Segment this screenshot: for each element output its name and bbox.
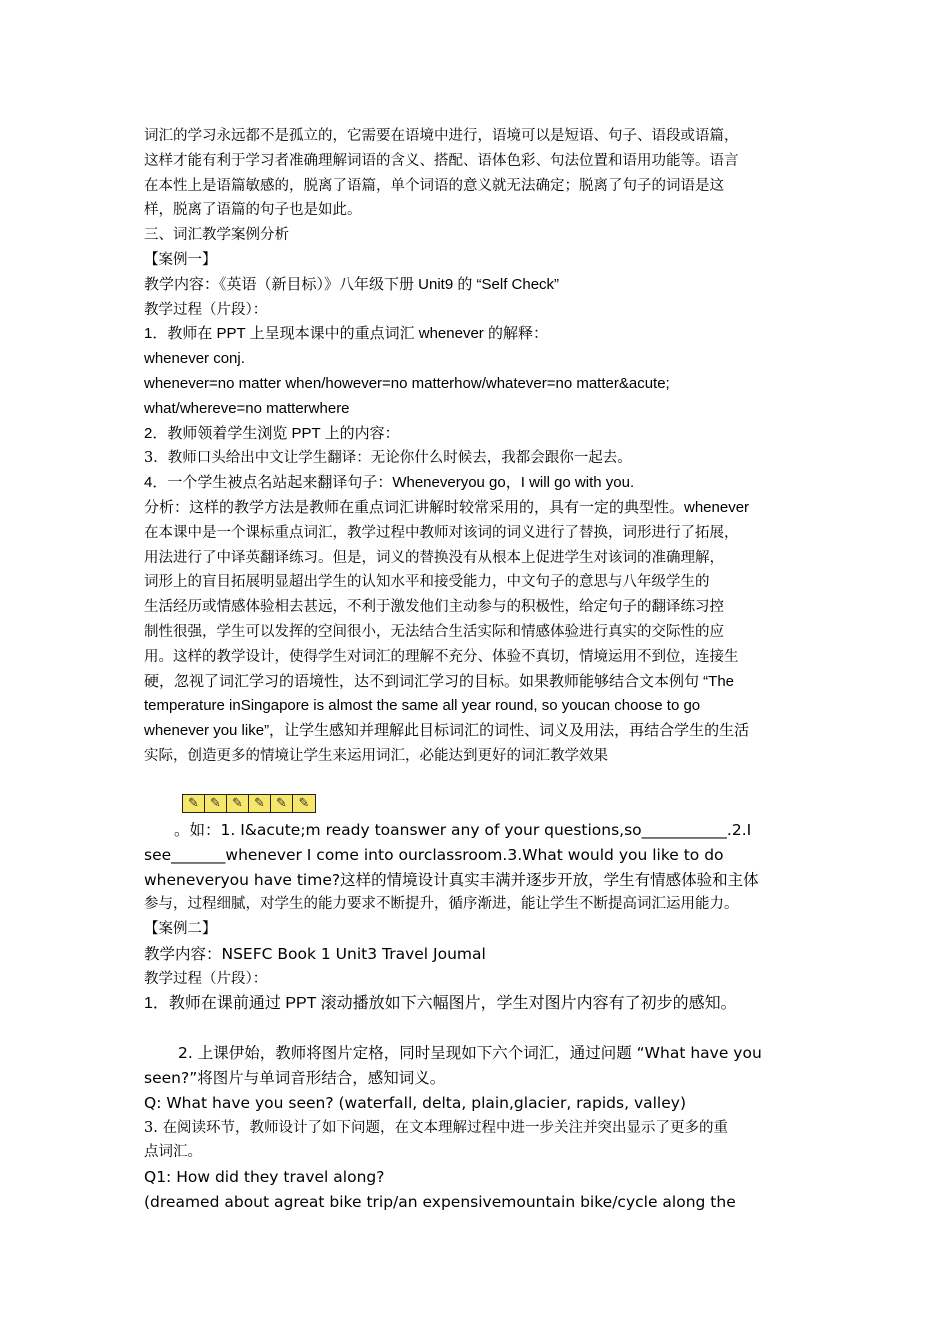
- pen-icon: ✎: [298, 796, 310, 811]
- text-line: 这样才能有利于学习者准确理解词语的含义、搭配、语体色彩、句法位置和语用功能等。语言: [144, 152, 739, 169]
- text-line: 生活经历或情感体验相去甚远，不利于激发他们主动参与的积极性，给定句子的翻译练习控: [144, 599, 724, 616]
- text-line: 1．教师在 PPT 上呈现本课中的重点词汇 whenever 的解释：: [144, 325, 548, 343]
- text-line: 实际，创造更多的情境让学生来运用词汇，必能达到更好的词汇教学效果: [144, 747, 608, 764]
- pen-icon: ✎: [227, 795, 249, 812]
- text-line: [144, 1016, 814, 1041]
- text-line: 。如：1. I&acute;m ready toanswer any of your questions,so___________.2.I: [174, 821, 752, 839]
- pen-icon: ✎: [183, 795, 205, 812]
- text-line: 用法进行了中译英翻译练习。但是，词义的替换没有从根本上促进学生对该词的准确理解，: [144, 549, 724, 566]
- text-line: 词汇的学习永远都不是孤立的，它需要在语境中进行，语境可以是短语、句子、语段或语篇，: [144, 128, 739, 144]
- text-line: wheneveryou have time?这样的情境设计真实丰满并逐步开放，学生有情感体验和主体: [144, 870, 759, 889]
- text-line: 3. 在阅读环节，教师设计了如下问题，在文本理解过程中进一步关注并突出显示了更多的重: [144, 1119, 728, 1136]
- text-line: what/whereve=no matterwhere: [144, 399, 350, 417]
- text-line: 参与，过程细腻，对学生的能力要求不断提升，循序渐进，能让学生不断提高词汇运用能力。: [144, 896, 739, 913]
- text-line: 4．一个学生被点名站起来翻译句子：Wheneveryou go，I will go with you.: [144, 474, 635, 492]
- text-line: 在本课中是一个课标重点词汇，教学过程中教师对该词的词义进行了替换，词形进行了拓展，: [144, 524, 739, 541]
- text-line: 2．教师领着学生浏览 PPT 上的内容：: [144, 424, 400, 442]
- text-line: 教学过程（片段）：: [144, 301, 268, 318]
- document-body-continued: [144, 818, 814, 1215]
- text-line: whenever=no matter when/however=no matterhow/whatever=no matter&acute;: [144, 374, 670, 392]
- text-line: 2. 上课伊始，教师将图片定格，同时呈现如下六个词汇，通过问题 “What have you: [178, 1044, 762, 1063]
- text-line: see_______whenever I come into ourclassroom.3.What would you like to do: [144, 845, 724, 864]
- text-line: seen?”将图片与单词音形结合，感知词义。: [144, 1068, 446, 1087]
- text-line: whenever conj.: [144, 350, 245, 368]
- text-line: 硬，忽视了词汇学习的语境性，达不到词汇学习的目标。如果教师能够结合文本例句 “The: [144, 672, 735, 690]
- text-line: 1．教师在课前通过 PPT 滚动播放如下六幅图片，学生对图片内容有了初步的感知。: [144, 994, 737, 1012]
- pen-icon-strip: [182, 794, 316, 813]
- text-line: 用。这样的教学设计，使得学生对词汇的理解不充分、体验不真切，情境运用不到位，连接生: [144, 648, 739, 665]
- text-line: 三、词汇教学案例分析: [144, 227, 289, 244]
- text-line: Q1: How did they travel along?: [144, 1168, 385, 1187]
- text-line: 3．教师口头给出中文让学生翻译：无论你什么时候去，我都会跟你一起去。: [144, 450, 632, 467]
- text-line: 教学内容：《英语（新目标）》八年级下册 Unit9 的 “Self Check”: [144, 275, 560, 293]
- text-line: 制性很强，学生可以发挥的空间很小，无法结合生活实际和情感体验进行真实的交际性的应: [144, 623, 724, 640]
- text-line: 教学内容：NSEFC Book 1 Unit3 Travel Joumal: [144, 944, 486, 963]
- text-line: 点词汇。: [144, 1144, 202, 1161]
- text-line: 样，脱离了语篇的句子也是如此。: [144, 202, 362, 219]
- text-line: 【案例二】: [144, 921, 217, 938]
- text-line: 分析：这样的教学方法是教师在重点词汇讲解时较常采用的，具有一定的典型性。whenever: [144, 498, 750, 516]
- text-line: Q: What have you seen? (waterfall, delta, plain,glacier, rapids, valley): [144, 1093, 686, 1112]
- text-line: whenever you like”，让学生感知并理解此目标词汇的词性、词义及用法，再结合学生的生活: [144, 722, 750, 740]
- text-line: temperature inSingapore is almost the same all year round, so youcan choose to go: [144, 697, 701, 715]
- pen-icon: ✎: [249, 795, 271, 812]
- pen-icon: ✎: [205, 795, 227, 812]
- text-line: 词形上的盲目拓展明显超出学生的认知水平和接受能力，中文句子的意思与八年级学生的: [144, 574, 710, 591]
- text-line: 【案例一】: [144, 251, 217, 268]
- text-line: (dreamed about agreat bike trip/an expensivemountain bike/cycle along the: [144, 1192, 736, 1211]
- pen-icon: ✎: [271, 795, 293, 812]
- text-line: 教学过程（片段）：: [144, 970, 268, 987]
- text-line: 在本性上是语篇敏感的，脱离了语篇，单个词语的意义就无法确定；脱离了句子的词语是这: [144, 177, 724, 194]
- document-body: [144, 124, 814, 769]
